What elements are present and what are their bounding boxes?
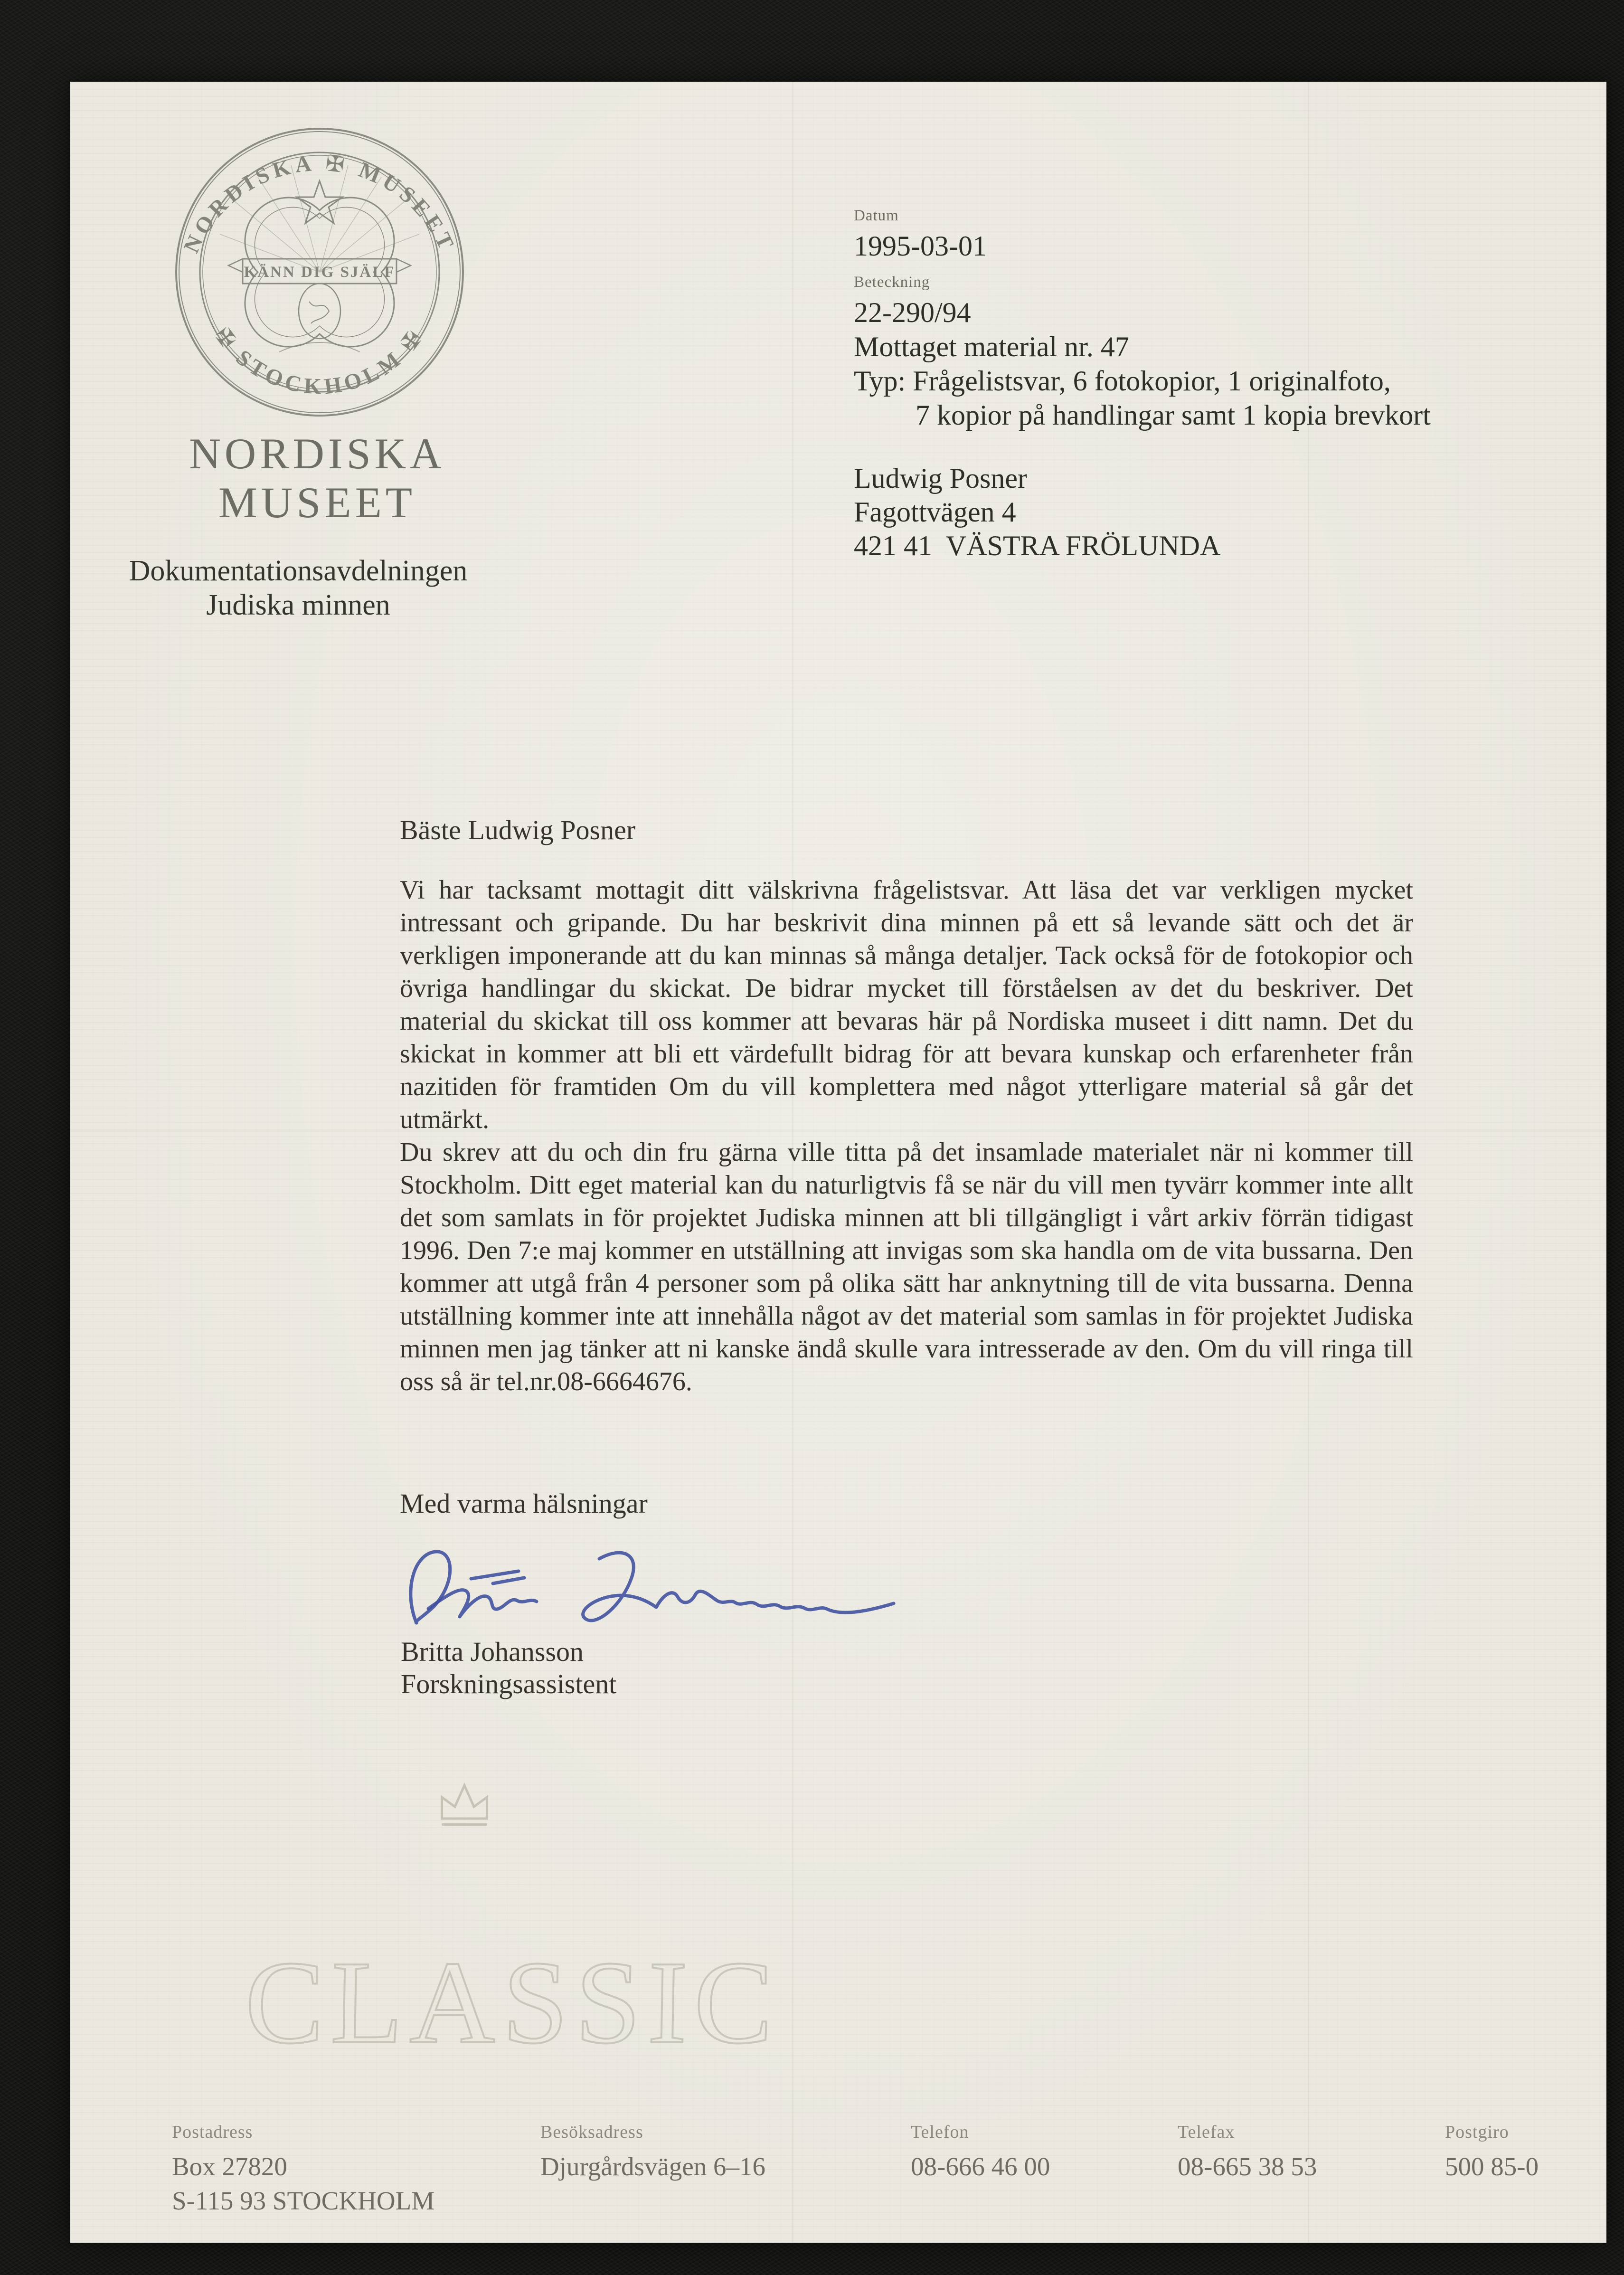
signature-handwriting xyxy=(400,1526,936,1640)
closing-line: Med varma hälsningar xyxy=(400,1488,648,1519)
org-name xyxy=(132,429,502,527)
footer-value: 500 85-0 xyxy=(1445,2152,1539,2181)
footer-telefax xyxy=(1178,2121,1317,2184)
letter-body xyxy=(400,814,1413,1398)
recipient-address xyxy=(854,462,1580,563)
recipient-street: Fagottvägen 4 xyxy=(854,496,1016,528)
nordiska-museet-seal-logo xyxy=(172,122,467,423)
signer-block xyxy=(401,1636,616,1700)
recipient-postal-city: 421 41 VÄSTRA FRÖLUNDA xyxy=(854,530,1221,561)
crown-watermark-icon xyxy=(434,1764,505,1840)
footer-label: Postgiro xyxy=(1445,2122,1509,2142)
document-meta xyxy=(854,206,1580,563)
material-type-line-2: 7 kopior på handlingar samt 1 kopia brevkort xyxy=(916,399,1431,431)
footer-value: 08-666 46 00 xyxy=(911,2152,1050,2181)
footer-label: Telefax xyxy=(1178,2122,1235,2142)
datum-value: 1995-03-01 xyxy=(854,230,987,262)
footer-value: 08-665 38 53 xyxy=(1178,2152,1317,2181)
beteckning-label: Beteckning xyxy=(854,274,930,291)
signer-name: Britta Johansson xyxy=(401,1636,584,1667)
recipient-name: Ludwig Posner xyxy=(854,463,1027,494)
seal-star-icon xyxy=(297,181,342,223)
footer-value: Djurgårdsvägen 6–16 xyxy=(540,2152,766,2181)
seal-ring-text-bottom: ✠ STOCKHOLM ✠ xyxy=(209,323,430,399)
unit-name: Judiska minnen xyxy=(206,589,390,621)
seal-banner-text: KÄNN DIG SJÄLF xyxy=(244,264,396,281)
footer-postgiro xyxy=(1445,2121,1539,2184)
footer-besoksadress xyxy=(540,2121,765,2184)
beteckning-value: 22-290/94 xyxy=(854,297,971,328)
paragraph-2: Du skrev att du och din fru gärna ville titta på det insamlade materialet när ni kommer till Stockholm. Ditt eget material kan du naturligtvis få se när du vill men tyvärr kommer inte allt det som samlats in för projektet Judiska minnen att bli tillgängligt i vårt arkiv förrän tidigast 1996. Den 7:e maj kommer en utställning att invigas som ska handla om de vita bussarna. Den kommer att utgå från 4 personer som på olika sätt har anknytning till de vita bussarna. Denna utställning kommer inte att innehålla något av det material som samlas in för projektet Judiska minnen men jag tänker att ni kanske ändå skulle vara intresserade av den. Om du vill ringa till oss så är tel.nr.08-6664676. xyxy=(400,1138,1413,1396)
footer-label: Besöksadress xyxy=(540,2122,643,2142)
footer-value: Box 27820 xyxy=(172,2152,287,2181)
footer-telefon xyxy=(911,2121,1050,2184)
received-material-line: Mottaget material nr. 47 xyxy=(854,331,1129,362)
signer-title: Forskningsassistent xyxy=(401,1668,617,1699)
salutation: Bäste Ludwig Posner xyxy=(400,815,636,845)
org-name-line2: MUSEET xyxy=(218,478,416,527)
seal-monogram xyxy=(299,284,340,339)
footer-label: Postadress xyxy=(172,2122,253,2142)
department-block xyxy=(70,554,526,622)
datum-label: Datum xyxy=(854,207,899,224)
material-type-line-1: Typ: Frågelistsvar, 6 fotokopior, 1 originalfoto, xyxy=(854,365,1391,397)
footer-label: Telefon xyxy=(911,2122,969,2142)
seal-ring-text-top: NORDISKA ✠ MUSEET xyxy=(179,151,461,257)
paragraph-1: Vi har tacksamt mottagit ditt välskrivna frågelistsvar. Att läsa det var verkligen mycket intressant och gripande. Du har beskrivit dina minnen på ett så levande sätt och det är verkligen imponerande att du kan minnas så många detaljer. Tack också för de fotokopior och övriga handlingar du skickat. De bidrar mycket till förståelsen av det du beskriver. Det material du skickat till oss kommer att bevaras här på Nordiska museet i ditt namn. Det du skickat in kommer att bli ett värdefullt bidrag för att bevara kunskap och erfarenheter från nazitiden för framtiden Om du vill komplettera med något ytterligare material så går det utmärkt. xyxy=(400,875,1413,1134)
footer-value: S-115 93 STOCKHOLM xyxy=(172,2186,435,2215)
department-name: Dokumentationsavdelningen xyxy=(129,555,468,587)
org-name-line1: NORDISKA xyxy=(189,429,445,478)
classic-watermark-text: CLASSIC xyxy=(244,1937,781,2068)
footer-postadress xyxy=(172,2121,434,2218)
letter-paper xyxy=(70,82,1606,2243)
